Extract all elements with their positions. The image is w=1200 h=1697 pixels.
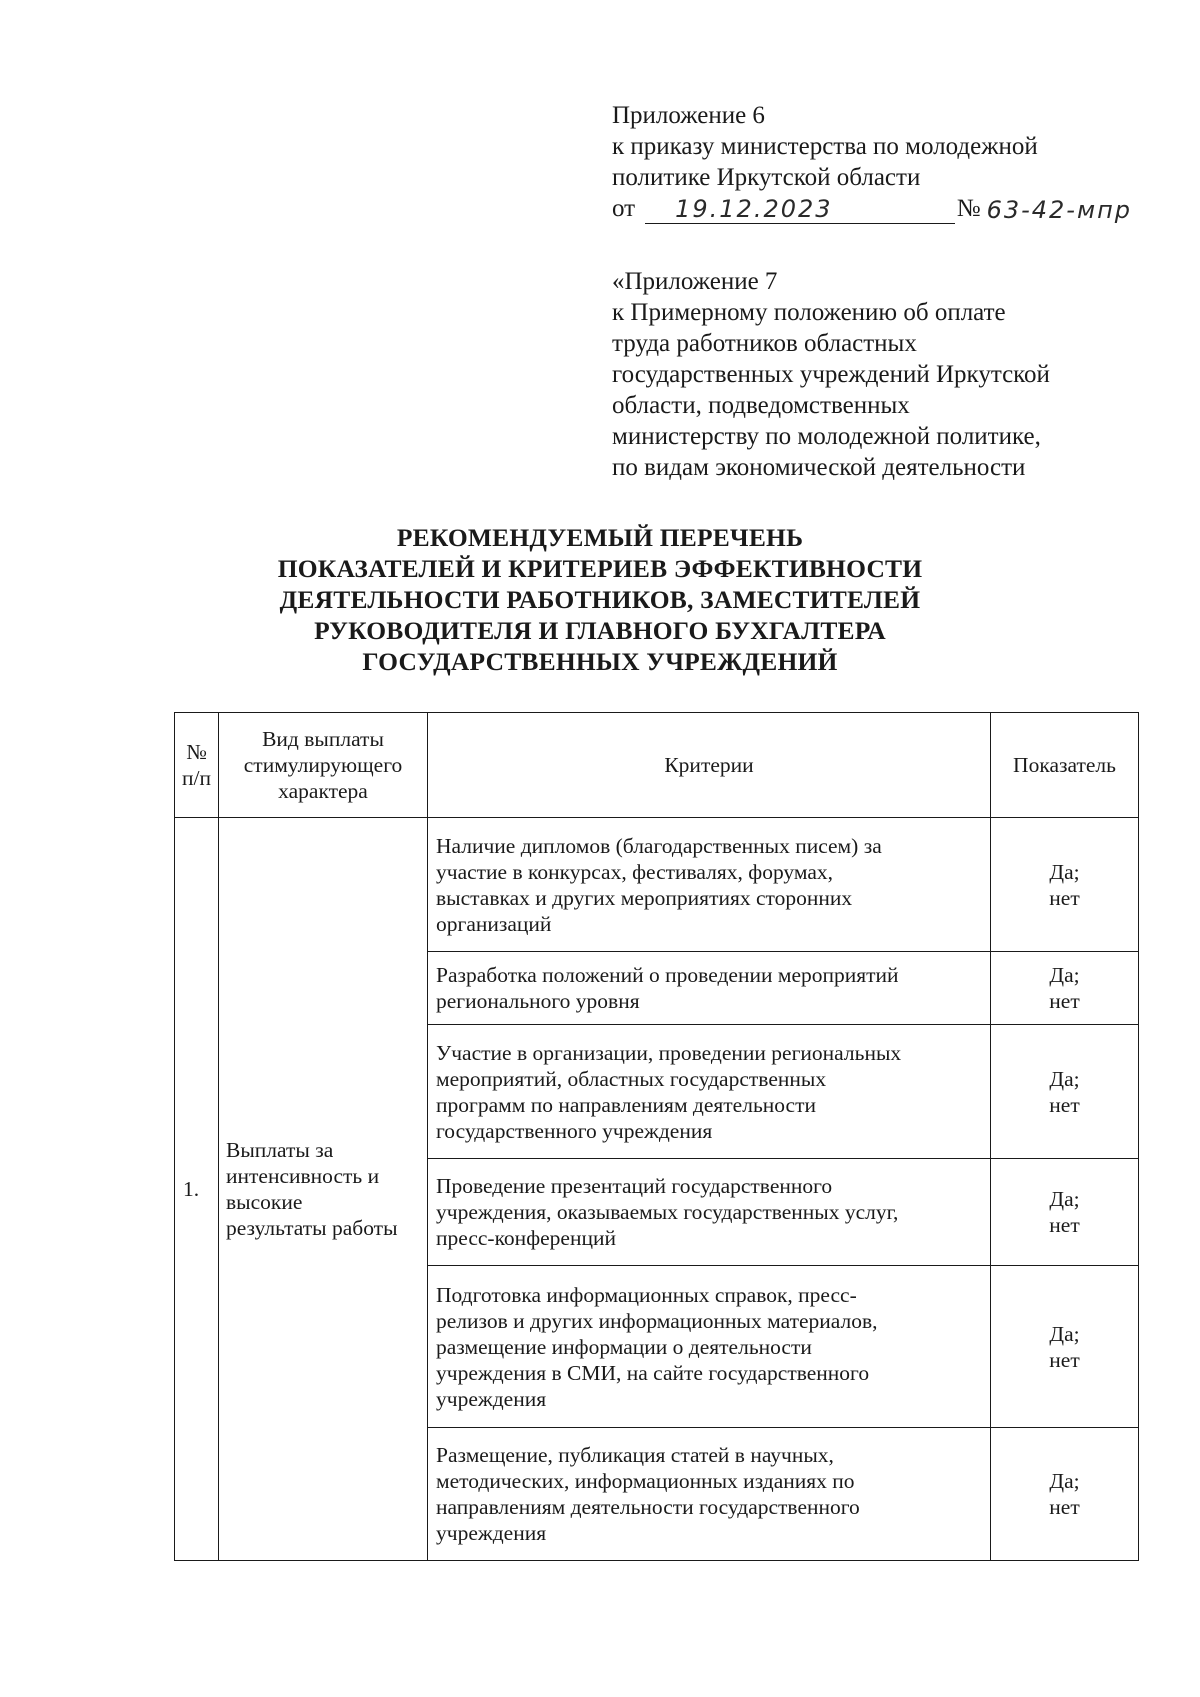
criterion-line: Разработка положений о проведении мероприятий xyxy=(436,963,899,987)
indicator-no: нет xyxy=(1049,1347,1080,1372)
title-line: РЕКОМЕНДУЕМЫЙ ПЕРЕЧЕНЬ xyxy=(396,523,804,552)
criterion-line: организаций xyxy=(436,911,552,936)
title-line: РУКОВОДИТЕЛЯ И ГЛАВНОГО БУХГАЛТЕРА xyxy=(314,616,886,645)
order-number-handwritten: 63-42-мпр xyxy=(986,196,1132,224)
indicator-cell xyxy=(991,818,1139,952)
criterion-line: Наличие дипломов (благодарственных писем) за xyxy=(436,833,882,858)
appendix-number: Приложение 6 xyxy=(612,102,765,129)
criterion-cell xyxy=(428,1025,991,1159)
criterion-line: пресс-конференций xyxy=(436,1226,616,1250)
payment-type-line: Выплаты за xyxy=(226,1138,334,1162)
order-date-handwritten: 19.12.2023 xyxy=(675,195,833,223)
indicator-no: нет xyxy=(1049,1213,1080,1237)
criterion-line: учреждения в СМИ, на сайте государственного xyxy=(436,1360,870,1385)
criterion-line: размещение информации о деятельности xyxy=(436,1334,812,1359)
header-number-line: № xyxy=(186,740,207,764)
row-number: 1. xyxy=(175,818,219,1561)
header-number xyxy=(175,713,219,818)
indicator-yes: Да; xyxy=(1049,859,1080,884)
criterion-line: Проведение презентаций государственного xyxy=(436,1174,833,1198)
criterion-cell xyxy=(428,952,991,1025)
criterion-line: учреждения xyxy=(436,1521,547,1545)
indicator-no: нет xyxy=(1049,1092,1080,1117)
indicator-yes: Да; xyxy=(1049,1187,1080,1211)
document-title xyxy=(0,522,1200,677)
appendix-7-line: к Примерному положению об оплате xyxy=(612,299,1006,326)
indicator-yes: Да; xyxy=(1049,963,1080,987)
title-line: ГОСУДАРСТВЕННЫХ УЧРЕЖДЕНИЙ xyxy=(362,647,838,676)
indicator-yes: Да; xyxy=(1049,1066,1080,1091)
payment-type-cell xyxy=(219,818,428,1561)
criterion-line: выставках и других мероприятиях сторонних xyxy=(436,885,853,910)
header-payment-type-line: стимулирующего xyxy=(243,753,403,777)
indicator-yes: Да; xyxy=(1049,1469,1080,1493)
criterion-line: направлениям деятельности государственного xyxy=(436,1495,860,1519)
criterion-cell xyxy=(428,1428,991,1561)
criterion-cell xyxy=(428,818,991,952)
indicator-cell xyxy=(991,952,1139,1025)
appendix-7-line: по видам экономической деятельности xyxy=(612,454,1026,481)
table-row xyxy=(175,818,1139,952)
table-header-row xyxy=(175,713,1139,818)
criterion-line: релизов и других информационных материалов, xyxy=(436,1308,878,1333)
criterion-line: учреждения, оказываемых государственных услуг, xyxy=(436,1200,899,1224)
criteria-table xyxy=(174,712,1139,1561)
criterion-cell xyxy=(428,1159,991,1266)
criterion-line: Размещение, публикация статей в научных, xyxy=(436,1443,834,1467)
criterion-cell xyxy=(428,1266,991,1428)
criterion-line: программ по направлениям деятельности xyxy=(436,1092,816,1117)
appendix-6-header xyxy=(612,100,1132,224)
appendix-7-line: «Приложение 7 xyxy=(612,268,778,295)
indicator-yes: Да; xyxy=(1049,1321,1080,1346)
criterion-line: методических, информационных изданиях по xyxy=(436,1469,855,1493)
indicator-cell xyxy=(991,1025,1139,1159)
appendix-7-line: труда работников областных xyxy=(612,330,917,357)
header-payment-type-line: характера xyxy=(278,779,368,803)
appendix-7-header xyxy=(612,266,1132,483)
header-number-line: п/п xyxy=(182,766,211,790)
criterion-line: учреждения xyxy=(436,1386,547,1411)
criterion-line: мероприятий, областных государственных xyxy=(436,1066,827,1091)
payment-type-line: высокие xyxy=(226,1190,303,1214)
appendix-7-line: государственных учреждений Иркутской xyxy=(612,361,1050,388)
order-reference-line-2: политике Иркутской области xyxy=(612,164,921,191)
title-line: ПОКАЗАТЕЛЕЙ И КРИТЕРИЕВ ЭФФЕКТИВНОСТИ xyxy=(277,554,923,583)
header-payment-type-line: Вид выплаты xyxy=(262,727,384,751)
header-payment-type xyxy=(219,713,428,818)
payment-type-line: интенсивность и xyxy=(226,1164,380,1188)
order-date-number-line xyxy=(612,193,1132,224)
number-label: № xyxy=(956,195,981,222)
header-criteria: Критерии xyxy=(428,713,991,818)
appendix-7-line: министерству по молодежной политике, xyxy=(612,423,1041,450)
criterion-line: регионального уровня xyxy=(436,989,640,1013)
order-reference-line-1: к приказу министерства по молодежной xyxy=(612,133,1038,160)
indicator-no: нет xyxy=(1049,989,1080,1013)
criterion-line: Подготовка информационных справок, пресс- xyxy=(436,1282,857,1307)
appendix-7-line: области, подведомственных xyxy=(612,392,910,419)
indicator-cell xyxy=(991,1266,1139,1428)
title-line: ДЕЯТЕЛЬНОСТИ РАБОТНИКОВ, ЗАМЕСТИТЕЛЕЙ xyxy=(279,585,921,614)
criterion-line: государственного учреждения xyxy=(436,1118,713,1143)
indicator-cell xyxy=(991,1428,1139,1561)
order-date-field xyxy=(645,195,955,224)
payment-type-line: результаты работы xyxy=(226,1216,398,1240)
header-indicator: Показатель xyxy=(991,713,1139,818)
criterion-line: Участие в организации, проведении региональных xyxy=(436,1040,902,1065)
indicator-no: нет xyxy=(1049,1495,1080,1519)
criterion-line: участие в конкурсах, фестивалях, форумах, xyxy=(436,859,834,884)
indicator-cell xyxy=(991,1159,1139,1266)
indicator-no: нет xyxy=(1049,885,1080,910)
from-label: от xyxy=(612,195,636,222)
